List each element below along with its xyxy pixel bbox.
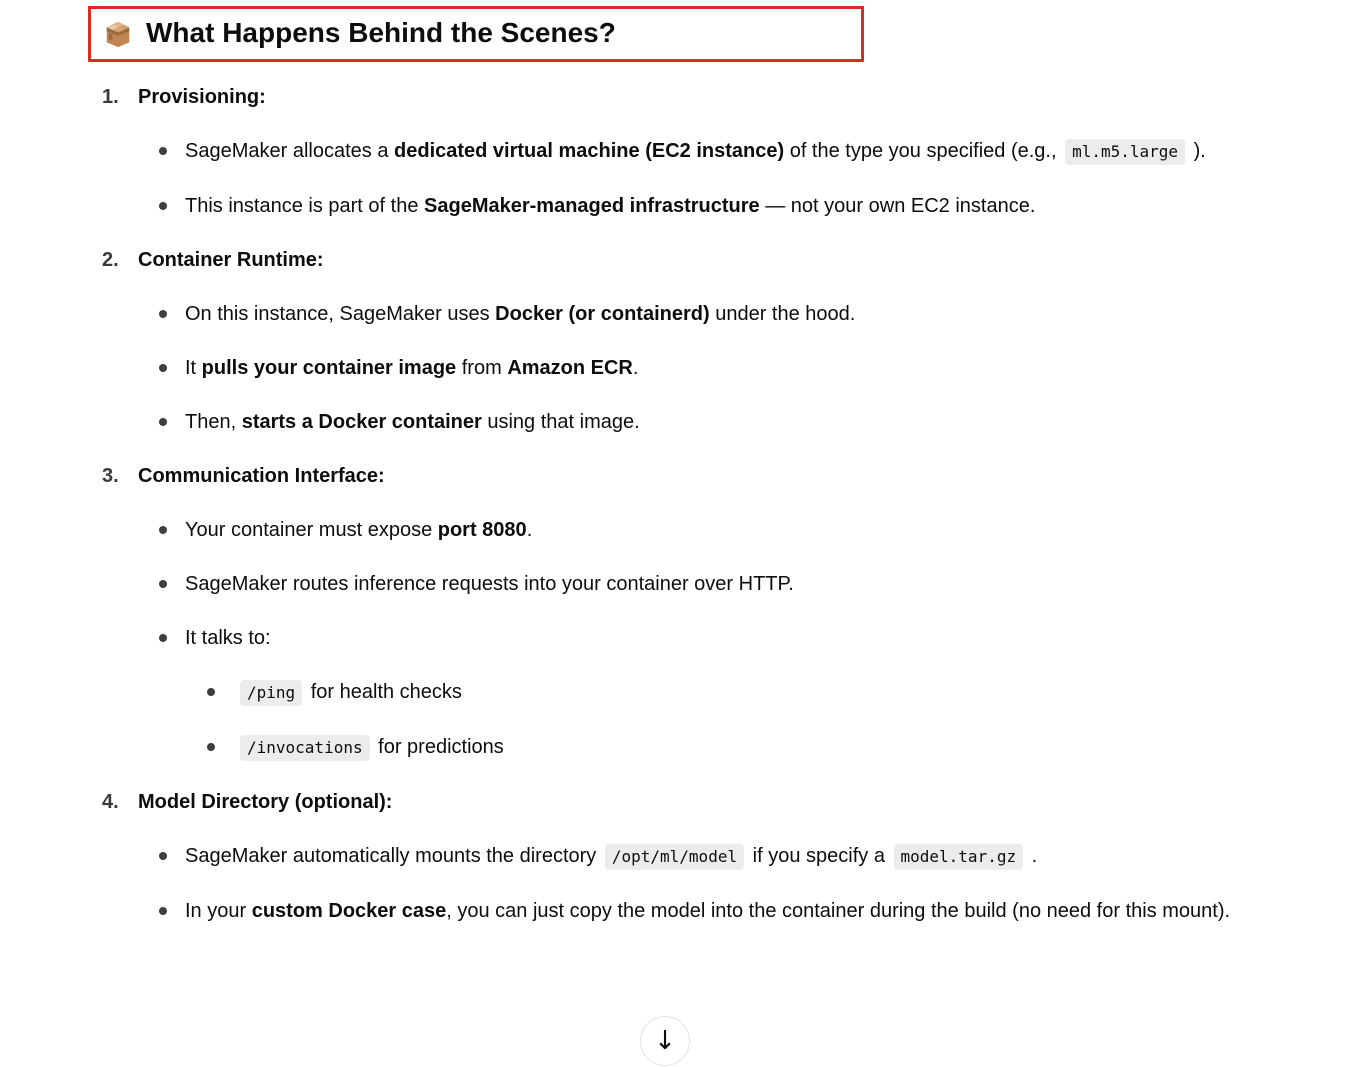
bullet-marker-icon xyxy=(157,563,185,605)
step-title: Communication Interface: xyxy=(138,465,385,487)
bullet-text xyxy=(185,835,1248,878)
step-item-header xyxy=(88,455,1248,497)
text-segment: , you can just copy the model into the container during the build (no need for this mount). xyxy=(446,900,1231,922)
step-number: 3. xyxy=(102,465,119,487)
text-segment: pulls your container image xyxy=(201,357,457,379)
bullet-marker-icon xyxy=(157,347,185,389)
text-segment: This instance is part of the xyxy=(185,195,425,217)
bullet-marker-icon xyxy=(157,401,185,443)
bullet-marker-icon xyxy=(157,130,185,173)
bullet-marker-icon xyxy=(157,835,185,878)
bullet-item xyxy=(157,509,1248,551)
text-segment: custom Docker case xyxy=(251,900,447,922)
bullet-text xyxy=(185,401,1248,443)
bullet-text xyxy=(237,671,1248,714)
assistant-message xyxy=(88,6,1248,932)
step-number: 2. xyxy=(102,249,119,271)
text-segment: using that image. xyxy=(481,411,640,433)
bullet-text xyxy=(185,347,1248,389)
text-segment: Your container must expose xyxy=(185,519,438,541)
text-segment: Amazon ECR xyxy=(507,357,633,379)
bullet-text xyxy=(185,130,1248,173)
section-heading xyxy=(103,11,847,55)
bullet-text xyxy=(185,563,1248,605)
bullet-text xyxy=(237,726,1248,769)
inline-code: ml.m5.large xyxy=(1065,139,1185,165)
text-segment: SageMaker automatically mounts the directory xyxy=(185,845,602,867)
text-segment: . xyxy=(526,519,533,541)
text-segment: under the hood. xyxy=(709,303,856,325)
step-item-header xyxy=(88,239,1248,281)
inline-code: /invocations xyxy=(240,735,370,761)
step-title: Provisioning: xyxy=(138,86,266,108)
text-segment: — not your own EC2 instance. xyxy=(759,195,1036,217)
bullet-text xyxy=(185,890,1248,932)
text-segment: if you specify a xyxy=(747,845,891,867)
bullet-item xyxy=(157,347,1248,389)
inline-code: model.tar.gz xyxy=(894,844,1024,870)
text-segment: ). xyxy=(1188,140,1206,162)
bullet-item xyxy=(205,671,1248,714)
bullet-marker-icon xyxy=(157,185,185,227)
bullet-text xyxy=(185,509,1248,551)
text-segment: . xyxy=(1026,845,1038,867)
down-arrow-icon: ↓ xyxy=(654,1026,676,1056)
bullet-item xyxy=(157,890,1248,932)
bullet-item xyxy=(205,726,1248,769)
step-title: Model Directory (optional): xyxy=(138,791,393,813)
bullet-text xyxy=(185,185,1248,227)
step-item-header xyxy=(88,781,1248,823)
text-segment: for health checks xyxy=(305,681,462,703)
bullet-item xyxy=(157,401,1248,443)
bullet-item xyxy=(157,293,1248,335)
text-segment: of the type you specified (e.g., xyxy=(784,140,1063,162)
text-segment: . xyxy=(632,357,639,379)
text-segment: It talks to: xyxy=(185,627,271,649)
bullet-marker-icon xyxy=(157,509,185,551)
bullet-marker-icon xyxy=(157,293,185,335)
text-segment: dedicated virtual machine (EC2 instance) xyxy=(394,140,785,162)
bullet-text xyxy=(185,617,1248,659)
text-segment: starts a Docker container xyxy=(241,411,482,433)
text-segment: from xyxy=(456,357,508,379)
bullet-item xyxy=(157,563,1248,605)
text-segment: In your xyxy=(185,900,252,922)
bullet-marker-icon xyxy=(157,890,185,932)
bullet-item xyxy=(157,130,1248,173)
step-item-header xyxy=(88,76,1248,118)
section-heading-text: What Happens Behind the Scenes? xyxy=(146,17,616,48)
inline-code: /ping xyxy=(240,680,302,706)
bullet-marker-icon xyxy=(157,617,185,659)
step-number: 4. xyxy=(102,791,119,813)
annotation-highlight-box xyxy=(88,6,864,62)
text-segment: SageMaker allocates a xyxy=(185,140,395,162)
steps-list xyxy=(88,76,1248,932)
inline-code: /opt/ml/model xyxy=(605,844,744,870)
text-segment: Docker (or containerd) xyxy=(495,303,710,325)
text-segment: Then, xyxy=(185,411,242,433)
text-segment: SageMaker-managed infrastructure xyxy=(424,195,760,217)
package-icon xyxy=(103,18,133,48)
bullet-item xyxy=(157,185,1248,227)
scroll-to-bottom-button[interactable] xyxy=(640,1016,690,1066)
bullet-text xyxy=(185,293,1248,335)
bullet-marker-icon xyxy=(205,726,237,769)
bullet-item xyxy=(157,835,1248,878)
bullet-item xyxy=(157,617,1248,659)
step-number: 1. xyxy=(102,86,119,108)
text-segment: port 8080 xyxy=(437,519,527,541)
bullet-marker-icon xyxy=(205,671,237,714)
text-segment: SageMaker routes inference requests into your container over HTTP. xyxy=(185,573,794,595)
step-title: Container Runtime: xyxy=(138,249,324,271)
text-segment: It xyxy=(185,357,202,379)
text-segment: for predictions xyxy=(372,736,504,758)
text-segment: On this instance, SageMaker uses xyxy=(185,303,496,325)
